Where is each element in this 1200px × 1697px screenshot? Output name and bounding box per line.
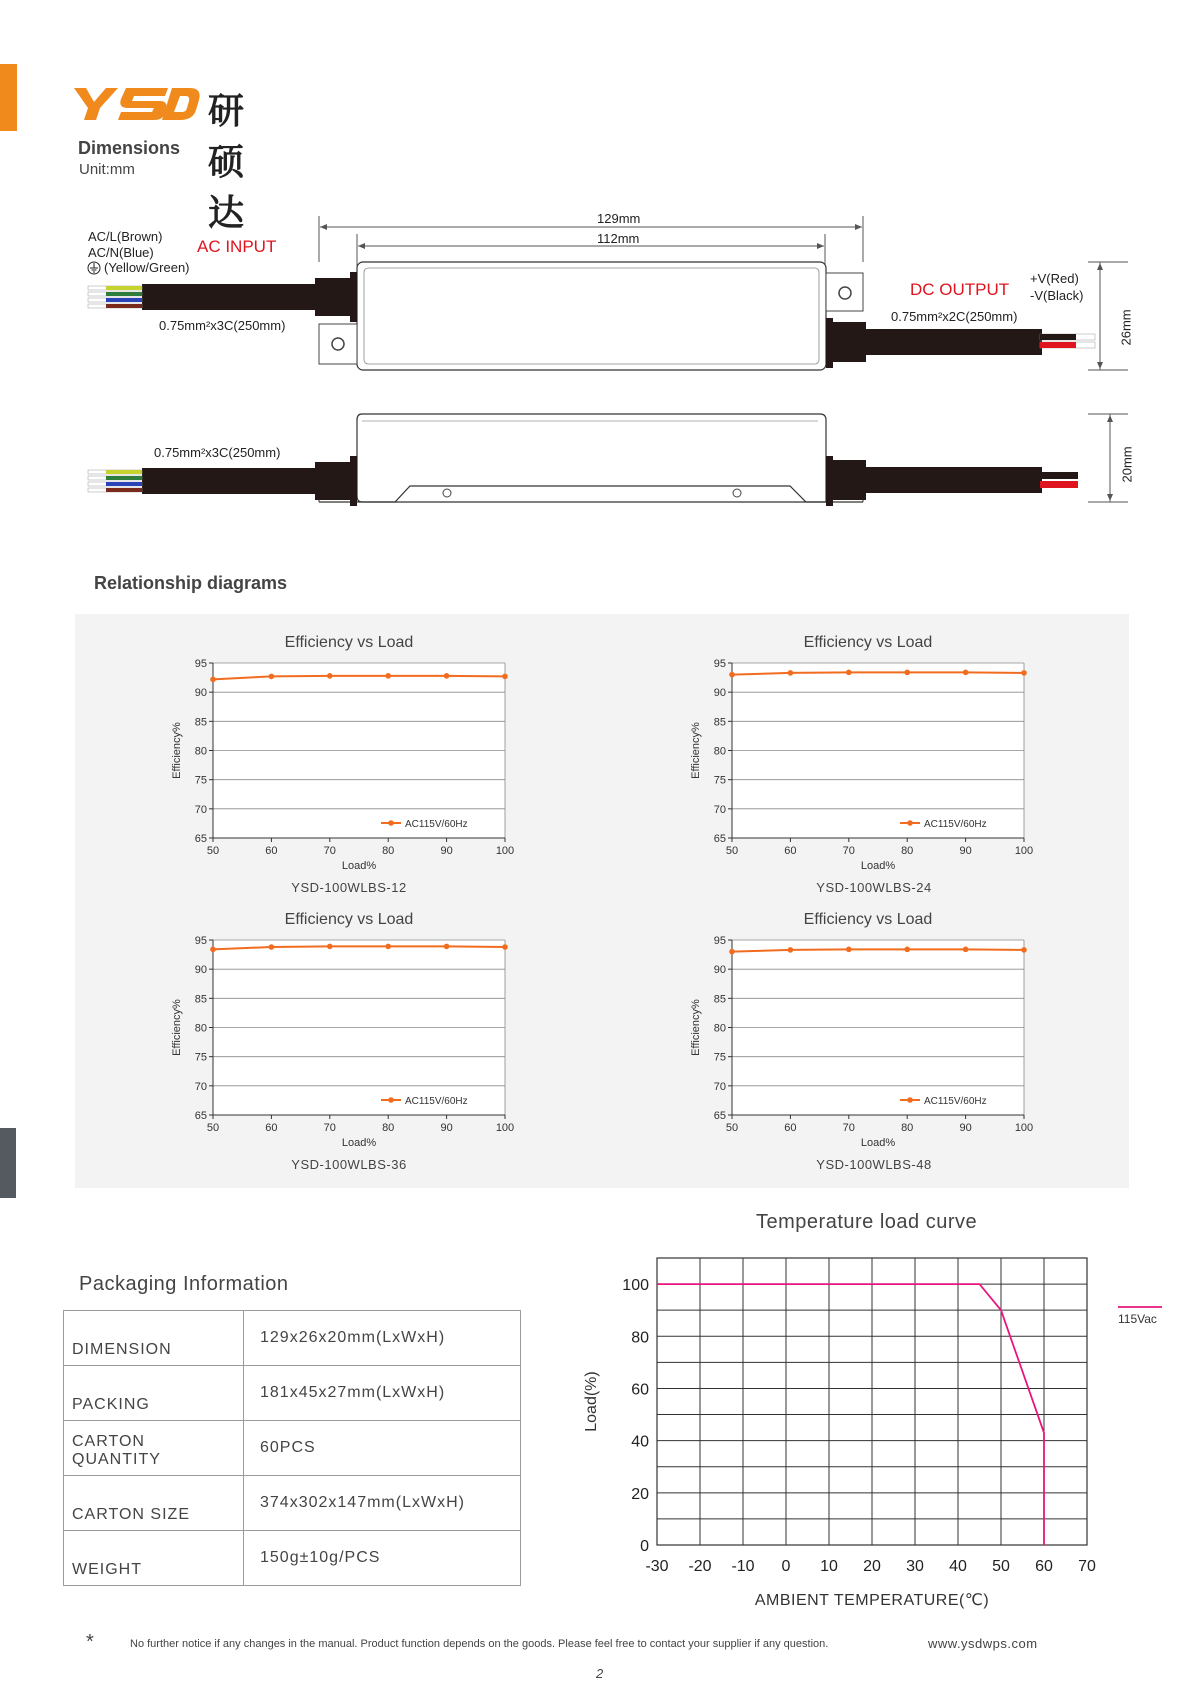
- legend-label: AC115V/60Hz: [924, 1096, 987, 1107]
- y-axis-label: Efficiency%: [690, 722, 702, 779]
- x-axis-label: Load%: [860, 1137, 896, 1147]
- data-point: [1021, 670, 1027, 676]
- data-point: [846, 670, 852, 676]
- dc-output-label: DC OUTPUT: [910, 280, 1010, 299]
- packaging-table: [63, 1310, 521, 1586]
- gray-side-tab: [0, 1128, 16, 1198]
- dim-112mm: 112mm: [597, 231, 640, 246]
- x-tick-label: 80: [901, 1122, 914, 1134]
- pack-key: CARTON SIZE: [64, 1476, 244, 1531]
- logo-chinese-name: 研硕达: [208, 91, 247, 234]
- y-tick-label: 90: [713, 964, 726, 977]
- x-tick-label: 80: [382, 1122, 395, 1134]
- chart-model-36: YSD-100WLBS-36: [291, 1157, 407, 1172]
- y-tick-label: 80: [631, 1329, 649, 1347]
- x-tick-label: 40: [949, 1558, 967, 1575]
- y-tick-label: 90: [194, 687, 207, 700]
- y-tick-label: 85: [194, 716, 207, 729]
- legend-marker: [907, 820, 913, 826]
- x-tick-label: 90: [959, 845, 972, 857]
- dc-line-red: +V(Red): [1030, 271, 1079, 286]
- table-row: [64, 1421, 521, 1476]
- data-point: [210, 677, 216, 683]
- x-axis-label: Load%: [341, 1137, 377, 1147]
- data-point: [904, 670, 910, 676]
- y-tick-label: 80: [194, 745, 207, 758]
- packaging-title: Packaging Information: [79, 1273, 289, 1295]
- data-point: [502, 674, 508, 680]
- legend-marker: [907, 1097, 913, 1103]
- ground-icon: [87, 261, 101, 280]
- chart-title-36: Efficiency vs Load: [284, 911, 414, 928]
- data-point: [502, 944, 508, 950]
- y-axis-label: Efficiency%: [171, 722, 183, 779]
- x-tick-label: 100: [1014, 1122, 1034, 1134]
- dimension-drawing: [0, 200, 1200, 520]
- y-tick-label: 65: [713, 833, 726, 845]
- chart-model-12: YSD-100WLBS-12: [291, 880, 407, 895]
- pack-value: 60PCS: [244, 1421, 521, 1476]
- x-tick-label: 50: [206, 845, 220, 857]
- chart-title-12: Efficiency vs Load: [284, 634, 414, 651]
- y-tick-label: 85: [194, 993, 207, 1006]
- chart-title-24: Efficiency vs Load: [803, 634, 933, 651]
- x-tick-label: 100: [495, 845, 515, 857]
- page-number: 2: [596, 1666, 604, 1681]
- y-tick-label: 85: [713, 716, 726, 729]
- data-point: [385, 944, 391, 950]
- data-point: [327, 673, 333, 679]
- y-tick-label: 60: [631, 1381, 649, 1399]
- y-tick-label: 80: [713, 1022, 726, 1035]
- pack-value: 129x26x20mm(LxWxH): [244, 1311, 521, 1366]
- ac-line-blue: AC/N(Blue): [88, 245, 154, 260]
- y-tick-label: 95: [713, 658, 726, 670]
- y-tick-label: 75: [194, 774, 207, 787]
- chart-model-24: YSD-100WLBS-24: [816, 880, 932, 895]
- x-tick-label: 50: [206, 1122, 220, 1134]
- x-tick-label: 10: [820, 1558, 838, 1575]
- table-row: [64, 1531, 521, 1586]
- ysd-logo-mark: [72, 84, 202, 124]
- ac-cable-spec-side: 0.75mm²x3C(250mm): [154, 445, 281, 460]
- x-tick-label: 60: [265, 1122, 278, 1134]
- legend-label: AC115V/60Hz: [405, 819, 468, 830]
- efficiency-chart-24: [684, 658, 1044, 870]
- x-tick-label: 70: [323, 1122, 336, 1134]
- dim-20mm: 20mm: [1119, 446, 1135, 483]
- data-point: [444, 673, 450, 679]
- pack-value: 374x302x147mm(LxWxH): [244, 1476, 521, 1531]
- dimensions-title: Dimensions: [78, 138, 181, 158]
- ac-cable-spec-top: 0.75mm²x3C(250mm): [159, 318, 286, 333]
- x-tick-label: -30: [645, 1558, 669, 1575]
- y-tick-label: 40: [631, 1433, 649, 1451]
- y-tick-label: 0: [640, 1538, 649, 1555]
- y-tick-label: 95: [194, 935, 207, 947]
- x-tick-label: 30: [906, 1558, 924, 1575]
- legend-label: AC115V/60Hz: [924, 819, 987, 830]
- x-tick-label: 20: [863, 1558, 881, 1575]
- data-point: [788, 947, 794, 953]
- x-tick-label: 90: [440, 1122, 453, 1134]
- temperature-title: Temperature load curve: [756, 1211, 978, 1233]
- footer-notice: No further notice if any changes in the manual. Product function depends on the goods. Please feel free to contact your supplier if any question.: [130, 1638, 829, 1650]
- pack-key: PACKING: [64, 1366, 244, 1421]
- y-axis-label: Load(%): [583, 1371, 600, 1432]
- x-tick-label: 70: [1078, 1558, 1096, 1575]
- x-axis-label: Load%: [860, 860, 896, 870]
- legend-marker: [388, 1097, 394, 1103]
- y-tick-label: 100: [622, 1277, 649, 1295]
- table-row: [64, 1366, 521, 1421]
- data-point: [904, 947, 910, 953]
- dim-129mm: 129mm: [597, 211, 641, 226]
- ac-line-ground: (Yellow/Green): [104, 260, 190, 275]
- pack-value: 150g±10g/PCS: [244, 1531, 521, 1586]
- efficiency-chart-12: [165, 658, 525, 870]
- y-tick-label: 90: [194, 964, 207, 977]
- orange-side-tab: [0, 64, 17, 131]
- ac-input-label: AC INPUT: [197, 237, 277, 256]
- x-tick-label: 50: [992, 1558, 1010, 1575]
- x-tick-label: 50: [725, 845, 739, 857]
- y-tick-label: 85: [713, 993, 726, 1006]
- chart-model-48: YSD-100WLBS-48: [816, 1157, 932, 1172]
- y-tick-label: 90: [713, 687, 726, 700]
- data-point: [444, 944, 450, 950]
- data-point: [269, 944, 275, 950]
- pack-key: CARTON QUANTITY: [64, 1421, 244, 1476]
- efficiency-chart-36: [165, 935, 525, 1147]
- legend-label: 115Vac: [1118, 1312, 1157, 1326]
- y-tick-label: 65: [194, 1110, 207, 1122]
- pack-key: DIMENSION: [64, 1311, 244, 1366]
- data-point: [269, 674, 275, 680]
- x-axis-label: Load%: [341, 860, 377, 870]
- x-tick-label: -10: [731, 1558, 755, 1575]
- data-point: [729, 949, 735, 955]
- x-tick-label: 70: [842, 1122, 855, 1134]
- x-tick-label: 0: [781, 1558, 791, 1575]
- temperature-load-chart: [570, 1240, 1200, 1610]
- x-axis-label: AMBIENT TEMPERATURE(℃): [754, 1592, 990, 1609]
- y-tick-label: 70: [713, 1080, 726, 1093]
- ac-line-brown: AC/L(Brown): [88, 229, 163, 244]
- pack-value: 181x45x27mm(LxWxH): [244, 1366, 521, 1421]
- dim-26mm: 26mm: [1118, 309, 1134, 346]
- table-row: [64, 1476, 521, 1531]
- x-tick-label: 70: [842, 845, 855, 857]
- x-tick-label: 90: [959, 1122, 972, 1134]
- x-tick-label: 80: [901, 845, 914, 857]
- data-point: [963, 670, 969, 676]
- y-axis-label: Efficiency%: [171, 999, 183, 1056]
- x-tick-label: 80: [382, 845, 395, 857]
- data-point: [729, 672, 735, 678]
- pack-key: WEIGHT: [64, 1531, 244, 1586]
- data-point: [846, 947, 852, 953]
- y-tick-label: 75: [713, 774, 726, 787]
- y-tick-label: 80: [194, 1022, 207, 1035]
- y-tick-label: 75: [713, 1051, 726, 1064]
- dc-line-black: -V(Black): [1030, 288, 1084, 303]
- data-point: [963, 947, 969, 953]
- y-axis-label: Efficiency%: [690, 999, 702, 1056]
- y-tick-label: 70: [194, 803, 207, 816]
- y-tick-label: 70: [194, 1080, 207, 1093]
- data-point: [788, 670, 794, 676]
- x-tick-label: 100: [1014, 845, 1034, 857]
- unit-label: Unit:mm: [79, 161, 135, 178]
- y-tick-label: 70: [713, 803, 726, 816]
- data-point: [327, 944, 333, 950]
- y-tick-label: 95: [194, 658, 207, 670]
- y-tick-label: 65: [713, 1110, 726, 1122]
- y-tick-label: 75: [194, 1051, 207, 1064]
- footer-website[interactable]: www.ysdwps.com: [928, 1636, 1038, 1651]
- x-tick-label: 60: [265, 845, 278, 857]
- data-point: [210, 947, 216, 953]
- data-point: [385, 673, 391, 679]
- footer-star: *: [86, 1631, 94, 1653]
- chart-title-48: Efficiency vs Load: [803, 911, 933, 928]
- x-tick-label: 60: [784, 845, 797, 857]
- y-tick-label: 95: [713, 935, 726, 947]
- y-tick-label: 65: [194, 833, 207, 845]
- data-point: [1021, 947, 1027, 953]
- efficiency-chart-48: [684, 935, 1044, 1147]
- x-tick-label: 50: [725, 1122, 739, 1134]
- x-tick-label: 60: [1035, 1558, 1053, 1575]
- table-row: [64, 1311, 521, 1366]
- x-tick-label: 90: [440, 845, 453, 857]
- x-tick-label: -20: [688, 1558, 712, 1575]
- x-tick-label: 100: [495, 1122, 515, 1134]
- legend-label: AC115V/60Hz: [405, 1096, 468, 1107]
- dc-cable-spec: 0.75mm²x2C(250mm): [891, 309, 1018, 324]
- x-tick-label: 70: [323, 845, 336, 857]
- x-tick-label: 60: [784, 1122, 797, 1134]
- y-tick-label: 20: [631, 1485, 649, 1503]
- y-tick-label: 80: [713, 745, 726, 758]
- relationship-title: Relationship diagrams: [94, 573, 288, 593]
- legend-marker: [388, 820, 394, 826]
